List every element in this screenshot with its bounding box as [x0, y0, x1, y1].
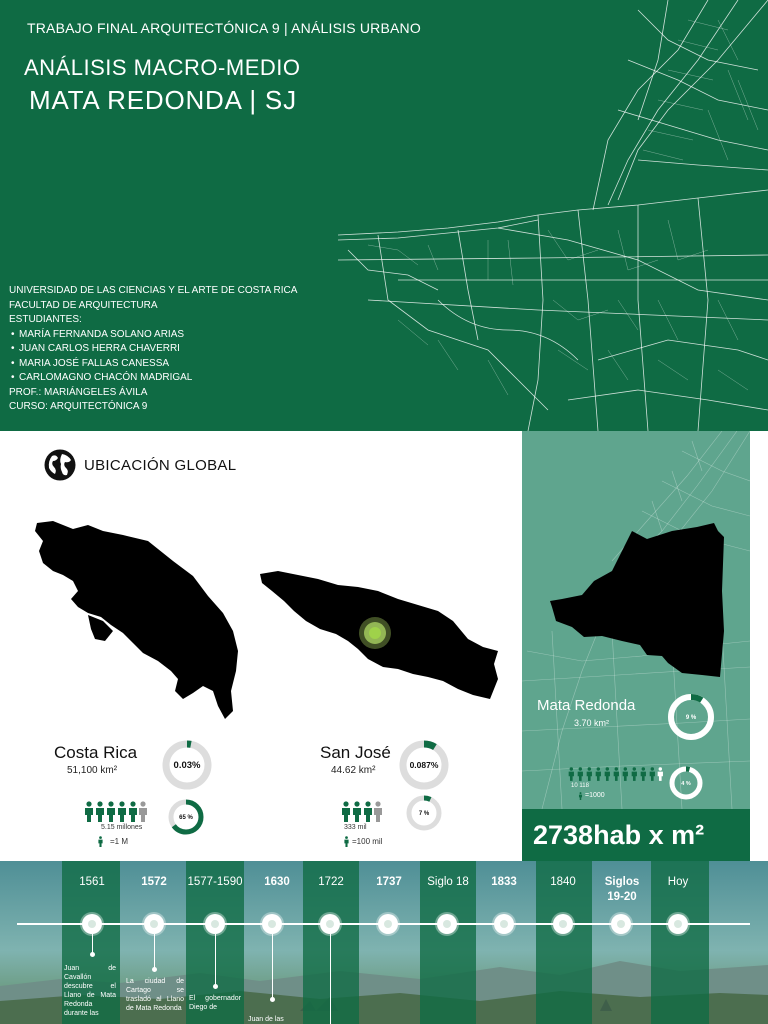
san-jose-area: 44.62 km²	[331, 765, 376, 776]
student-item: • JUAN CARLOS HERRA CHAVERRI	[9, 342, 297, 357]
mata-redonda-panel	[522, 431, 750, 861]
costa-rica-population-icons	[83, 801, 149, 823]
professor-name: PROF.: MARIÁNGELES ÁVILA	[9, 386, 148, 398]
costa-rica-area-share-ring	[160, 738, 214, 792]
timeline-label: 1572	[141, 876, 167, 888]
san-jose-name: San José	[320, 743, 391, 762]
mata-redonda-map	[522, 431, 750, 809]
university-name: UNIVERSIDAD DE LAS CIENCIAS Y EL ARTE DE COSTA RICA	[9, 285, 298, 296]
student-item: • MARIA JOSÉ FALLAS CANESSA	[9, 357, 297, 372]
student-item: • CARLOMAGNO CHACÓN MADRIGAL	[9, 371, 297, 386]
timeline-stem	[215, 934, 216, 986]
mata-redonda-legend: =1000	[585, 792, 605, 799]
costa-rica-pop-ring-label: 65 %	[179, 815, 193, 821]
timeline-event-text: El gobernador Diego de	[189, 995, 241, 1011]
global-location-section	[0, 431, 522, 861]
timeline-node[interactable]	[262, 914, 282, 934]
section-title: UBICACIÓN GLOBAL	[84, 457, 237, 474]
timeline-node[interactable]	[611, 914, 631, 934]
san-jose-population: 333 mil	[344, 824, 367, 831]
timeline-stem	[272, 934, 273, 999]
mata-redonda-name: Mata Redonda	[537, 697, 636, 714]
page-title-line2: MATA REDONDA | SJ	[29, 85, 297, 115]
timeline-node[interactable]	[320, 914, 340, 934]
san-jose-share-label: 0.087%	[409, 760, 439, 770]
person-icon	[97, 836, 104, 847]
timeline-node[interactable]	[668, 914, 688, 934]
san-jose-area-share-ring	[397, 738, 451, 792]
course-title: TRABAJO FINAL ARQUITECTÓNICA 9 | ANÁLISIS URBANO	[27, 20, 421, 36]
timeline-node[interactable]	[553, 914, 573, 934]
costa-rica-share-label: 0.03%	[173, 760, 201, 771]
student-item: • MARÍA FERNANDA SOLANO ARIAS	[9, 328, 297, 343]
mata-redonda-share-label: 9 %	[685, 715, 697, 721]
timeline-label: Siglo 18	[427, 876, 469, 888]
costa-rica-area: 51,100 km²	[67, 765, 118, 776]
person-icon	[343, 836, 350, 847]
timeline-node[interactable]	[82, 914, 102, 934]
page-title-line1: ANÁLISIS MACRO-MEDIO	[24, 55, 301, 80]
san-jose-legend: =100 mil	[352, 837, 383, 846]
timeline-node[interactable]	[205, 914, 225, 934]
right-margin	[750, 431, 768, 861]
timeline-stem	[92, 934, 93, 954]
costa-rica-population-ring	[166, 797, 206, 837]
mata-redonda-area: 3.70 km²	[574, 718, 610, 728]
timeline-label: 1561	[79, 876, 105, 888]
timeline-stem	[330, 934, 331, 1024]
timeline-node[interactable]	[378, 914, 398, 934]
timeline-stem	[154, 934, 155, 969]
san-jose-population-icons	[340, 801, 384, 823]
timeline-event-text: La ciudad de Cartago se trasladó al Llano de Mata Redonda	[126, 978, 184, 1012]
students-label: ESTUDIANTES:	[9, 314, 82, 325]
timeline-label: 1577-1590	[187, 876, 243, 888]
person-icon	[578, 792, 583, 800]
timeline-node[interactable]	[494, 914, 514, 934]
density-banner: 2738hab x m²	[522, 809, 750, 861]
timeline-label: 1722	[318, 876, 344, 888]
header-banner	[0, 0, 768, 431]
street-map-graphic	[338, 0, 768, 431]
san-jose-map	[258, 569, 503, 704]
san-jose-pop-ring-label: 7 %	[418, 811, 430, 817]
costa-rica-population: 5.15 millones	[101, 824, 143, 831]
timeline-label: Siglos 19-20	[604, 876, 640, 903]
course-name: CURSO: ARQUITECTÓNICA 9	[9, 401, 148, 412]
mata-redonda-population: 10 118	[571, 783, 589, 789]
costa-rica-map	[33, 521, 243, 721]
history-timeline	[0, 861, 768, 1024]
timeline-dot	[270, 997, 275, 1002]
timeline-node[interactable]	[144, 914, 164, 934]
timeline-label: 1840	[550, 876, 576, 888]
san-jose-population-ring	[404, 793, 444, 833]
mata-redonda-pop-ring-label: 4 %	[681, 781, 691, 787]
timeline-label: 1737	[376, 876, 402, 888]
timeline-event-text: Juan de Cavallón descubre el Llano de Mata Redonda durante las	[64, 965, 116, 1017]
mata-redonda-area-share-ring	[666, 692, 716, 742]
timeline-event-text: Juan de las	[248, 1016, 284, 1023]
timeline-node[interactable]	[437, 914, 457, 934]
timeline-dot	[152, 967, 157, 972]
students-list	[9, 328, 297, 386]
mata-redonda-population-icons	[568, 767, 664, 781]
timeline-label: 1833	[491, 876, 517, 888]
timeline-dot	[213, 984, 218, 989]
timeline-label: Hoy	[667, 876, 689, 888]
costa-rica-name: Costa Rica	[54, 743, 138, 762]
faculty-name: FACULTAD DE ARQUITECTURA	[9, 299, 158, 311]
mata-redonda-population-ring	[668, 765, 704, 801]
globe-icon	[43, 448, 77, 482]
costa-rica-legend: =1 M	[110, 837, 129, 846]
timeline-label: 1630	[264, 876, 290, 888]
credits-block	[9, 284, 297, 415]
timeline-dot	[90, 952, 95, 957]
